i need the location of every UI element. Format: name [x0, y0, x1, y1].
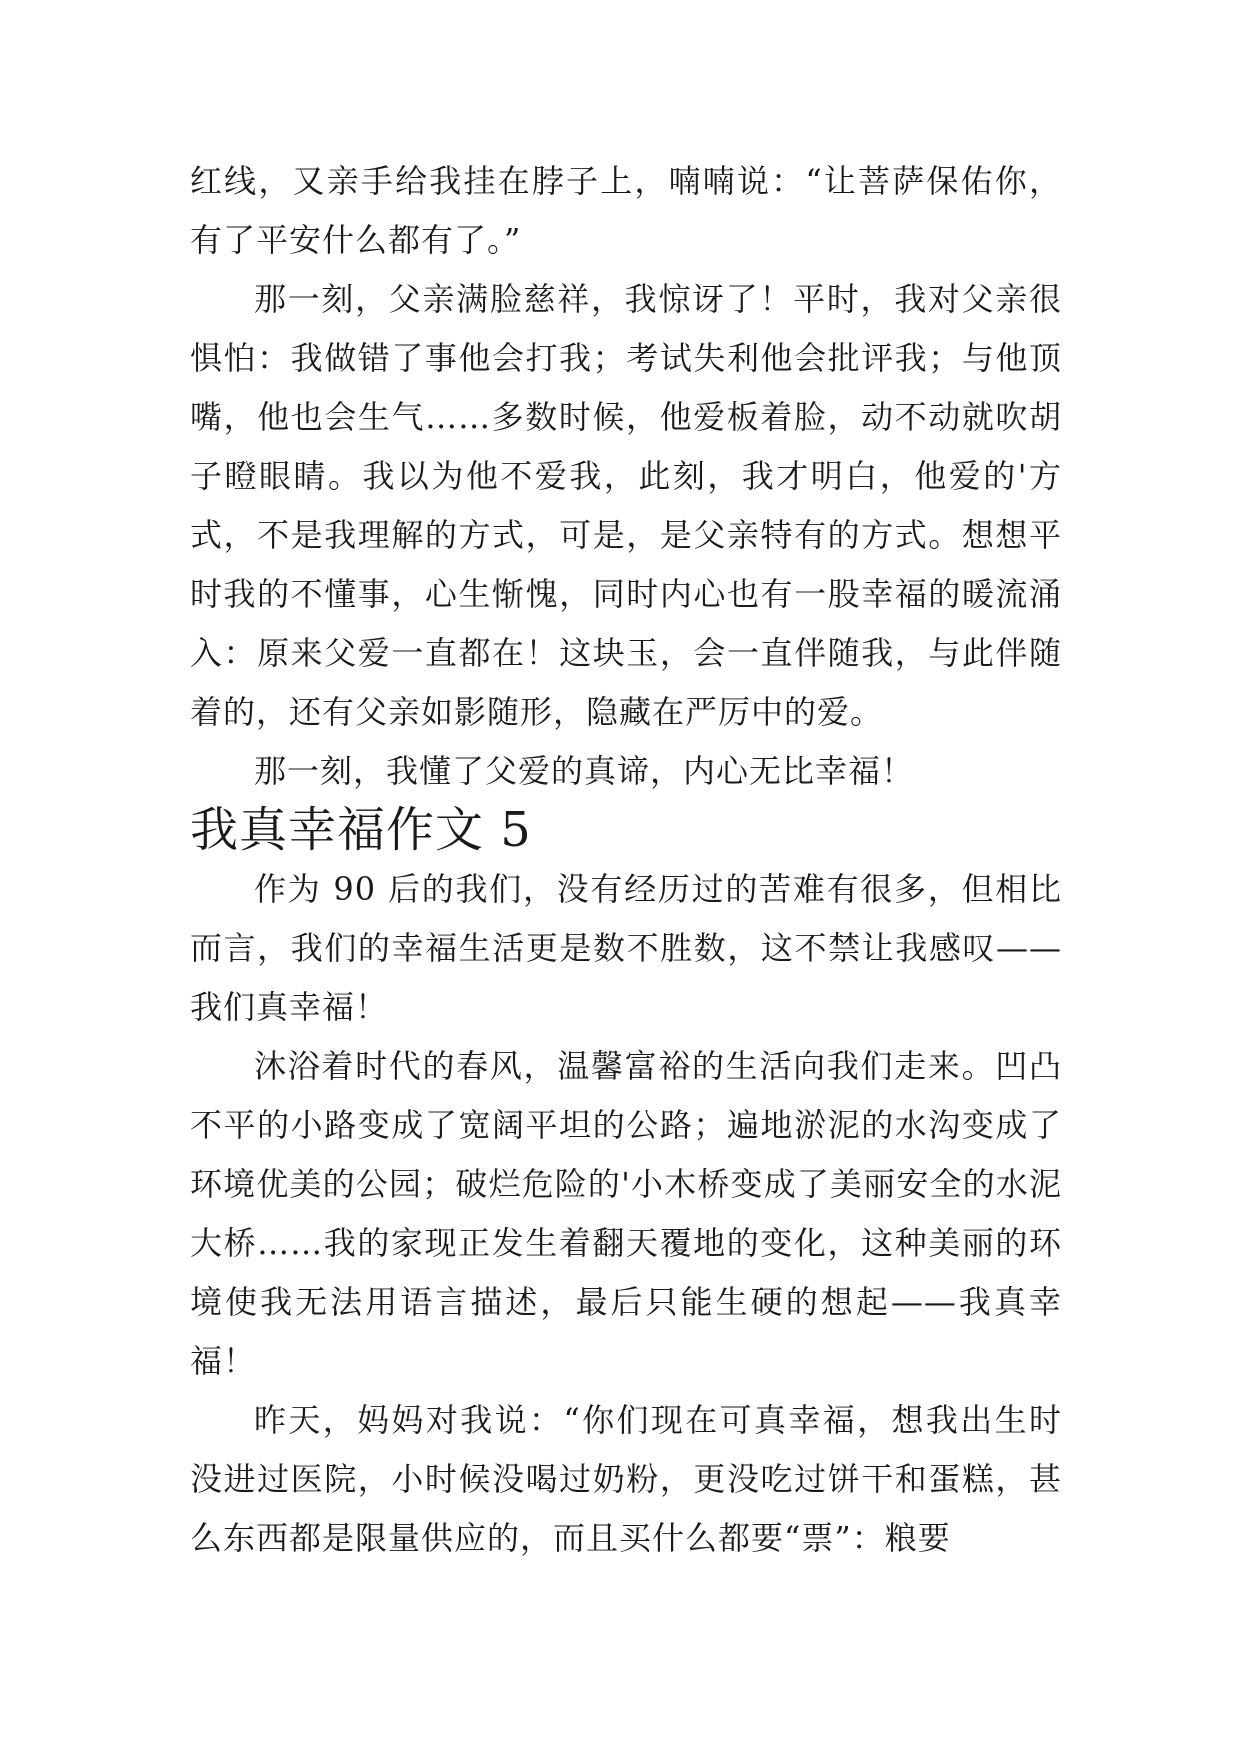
- paragraph-mother-story: 昨天，妈妈对我说：“你们现在可真幸福，想我出生时没进过医院，小时候没喝过奶粉，更没吃过饼干和蛋糕，甚么东西都是限量供应的，而且买什么都要“票”：粮要: [190, 1401, 1062, 1557]
- paragraph-conclusion: 那一刻，我懂了父爱的真谛，内心无比幸福！: [254, 752, 915, 790]
- paragraph-father-love: 那一刻，父亲满脸慈祥，我惊讶了！平时，我对父亲很惧怕：我做错了事他会打我；考试失利他会批评我；与他顶嘴，他也会生气……多数时候，他爱板着脸，动不动就吹胡子瞪眼睛。我以为他不爱我，此刻，我才明白，他爱的'方式，不是我理解的方式，可是，是父亲特有的方式。想想平时我的不懂事，心生惭愧，同时内心也有一股幸福的暖流涌入：原来父爱一直都在！这块玉，会一直伴随我，与此伴随着的，还有父亲如影随形，隐藏在严厉中的爱。: [190, 280, 1062, 731]
- paragraph-continuation: 红线，又亲手给我挂在脖子上，喃喃说：“让菩萨保佑你，有了平安什么都有了。”: [190, 162, 1062, 259]
- document-body: [190, 152, 1062, 1568]
- section-heading: 我真幸福作文 5: [190, 802, 532, 858]
- paragraph-intro: 作为 90 后的我们，没有经历过的苦难有很多，但相比而言，我们的幸福生活更是数不胜数，这不禁让我感叹——我们真幸福！: [190, 870, 1062, 1026]
- paragraph-changes: 沐浴着时代的春风，温馨富裕的生活向我们走来。凹凸不平的小路变成了宽阔平坦的公路；遍地淤泥的水沟变成了环境优美的公园；破烂危险的'小木桥变成了美丽安全的水泥大桥……我的家现正发生着翻天覆地的变化，这种美丽的环境使我无法用语言描述，最后只能生硬的想起——我真幸福！: [190, 1047, 1062, 1380]
